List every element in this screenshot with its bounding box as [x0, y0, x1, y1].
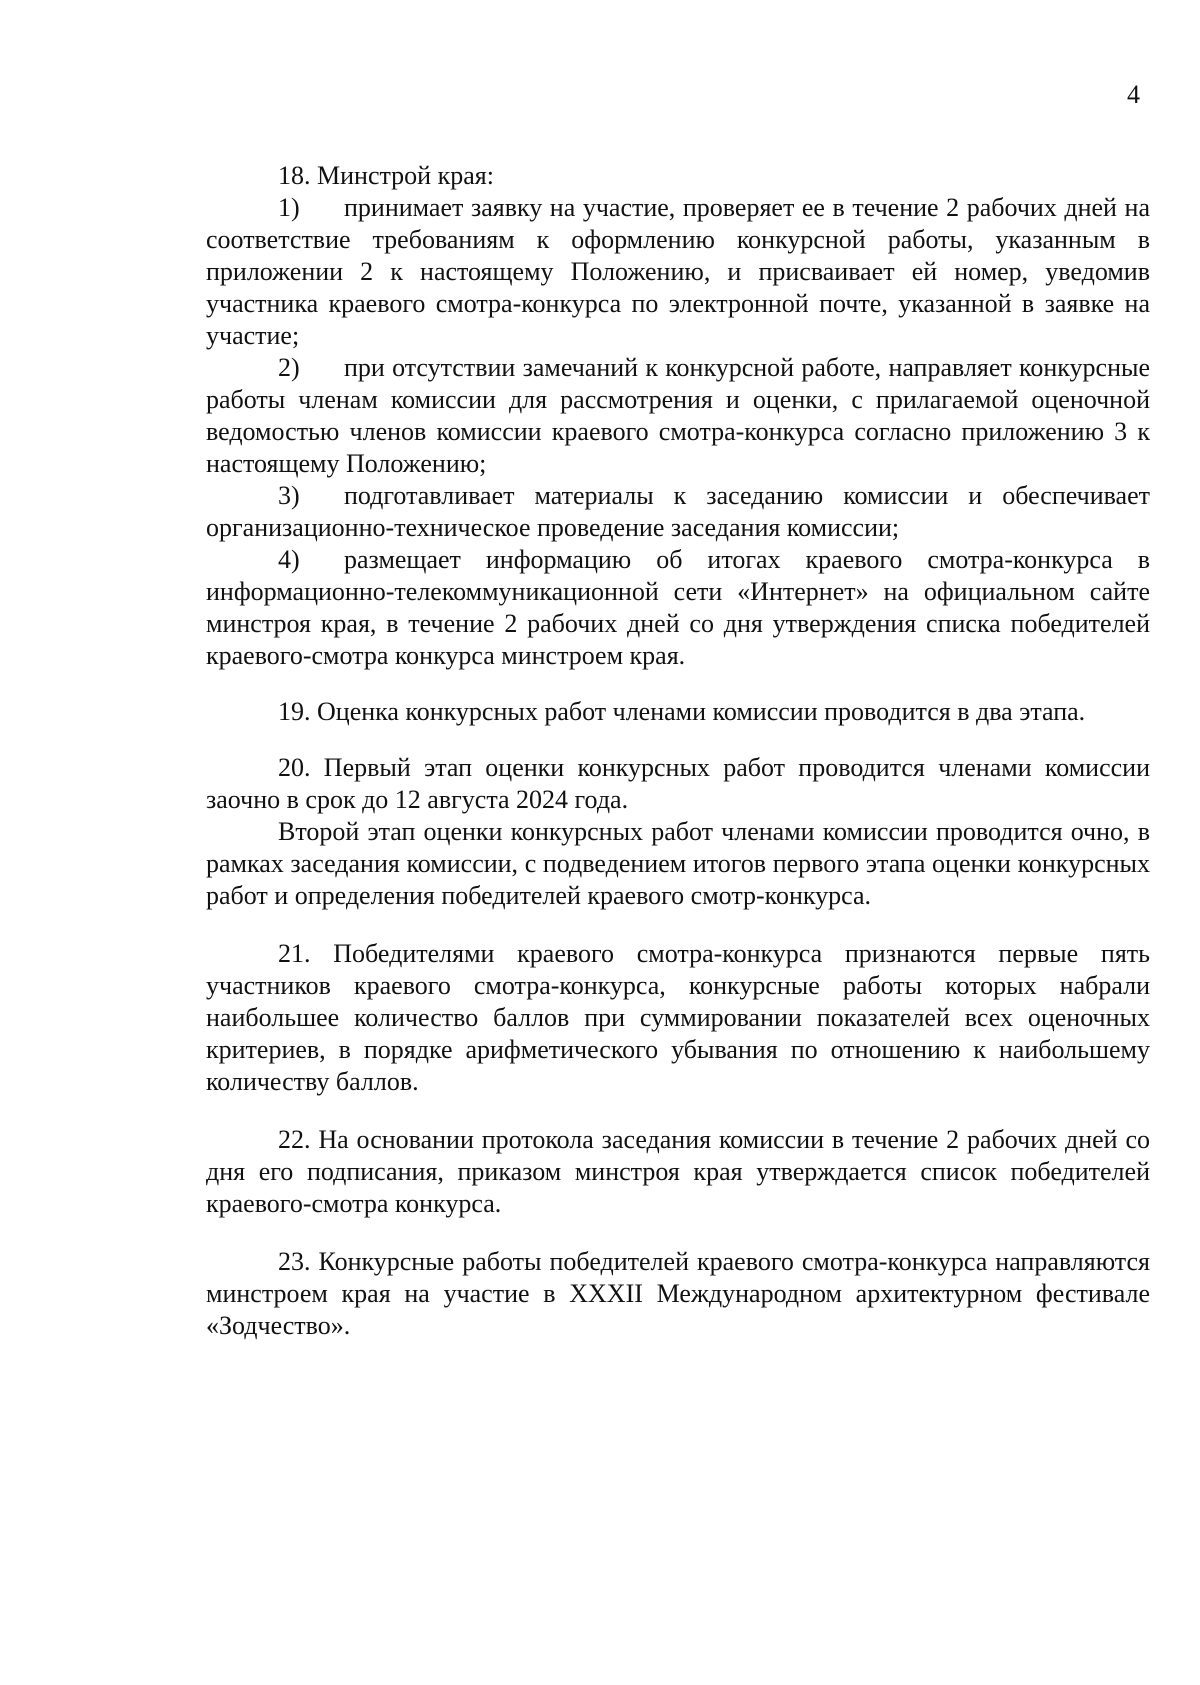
clause-21: 21. Победителями краевого смотра-конкурса признаются первые пять участников краевого смотра-конкурса, конкурсные работы которых набрали наибольшее количество баллов при суммировании показателей всех оценочных критериев, в порядке арифметического убывания по отношению к наибольшему количеству баллов. — [206, 939, 1150, 1096]
clause-18-heading: 18. Минстрой края: — [278, 161, 494, 190]
clause-22: 22. На основании протокола заседания комиссии в течение 2 рабочих дней со дня его подписания, приказом минстроя края утверждается список победителей краевого-смотра конкурса. — [206, 1125, 1150, 1218]
clause-20-stage-1: 20. Первый этап оценки конкурсных работ проводится членами комиссии заочно в срок до 12 августа 2024 года. — [206, 753, 1150, 814]
clause-20-stage-2: Второй этап оценки конкурсных работ членами комиссии проводится очно, в рамках заседания комиссии, с подведением итогов первого этапа оценки конкурсных работ и определения победителей краевого смотр-конкурса. — [206, 817, 1150, 910]
clause-18-item-1 — [206, 192, 1150, 352]
clause-18-item-2 — [206, 352, 1150, 480]
clause-18-item-4 — [206, 544, 1150, 672]
clause-19: 19. Оценка конкурсных работ членами комиссии проводится в два этапа. — [278, 697, 1086, 726]
item-number: 4) — [278, 545, 300, 574]
item-number: 1) — [278, 193, 300, 222]
page-number: 4 — [1127, 80, 1140, 109]
clause-23: 23. Конкурсные работы победителей краевого смотра-конкурса направляются минстроем края на участие в XXXII Международном архитектурном фестивале «Зодчество». — [206, 1247, 1150, 1340]
document-body — [206, 160, 1150, 1342]
item-text: подготавливает материалы к заседанию комиссии и обеспечивает организационно-техническое проведение заседания комиссии; — [206, 481, 1150, 542]
item-number: 2) — [278, 353, 300, 382]
item-number: 3) — [278, 481, 300, 510]
clause-18-item-3 — [206, 480, 1150, 544]
item-text: принимает заявку на участие, проверяет ее в течение 2 рабочих дней на соответствие требованиям к оформлению конкурсной работы, указанным в приложении 2 к настоящему Положению, и присваивает ей номер, уведомив участника краевого смотра-конкурса по электронной почте, указанной в заявке на участие; — [206, 193, 1150, 350]
item-text: размещает информацию об итогах краевого смотра-конкурса в информационно-телекоммуникационной сети «Интернет» на официальном сайте минстроя края, в течение 2 рабочих дней со дня утверждения списка победителей краевого-смотра конкурса минстроем края. — [206, 545, 1150, 670]
item-text: при отсутствии замечаний к конкурсной работе, направляет конкурсные работы членам комиссии для рассмотрения и оценки, с прилагаемой оценочной ведомостью членов комиссии краевого смотра-конкурса согласно приложению 3 к настоящему Положению; — [206, 353, 1150, 478]
